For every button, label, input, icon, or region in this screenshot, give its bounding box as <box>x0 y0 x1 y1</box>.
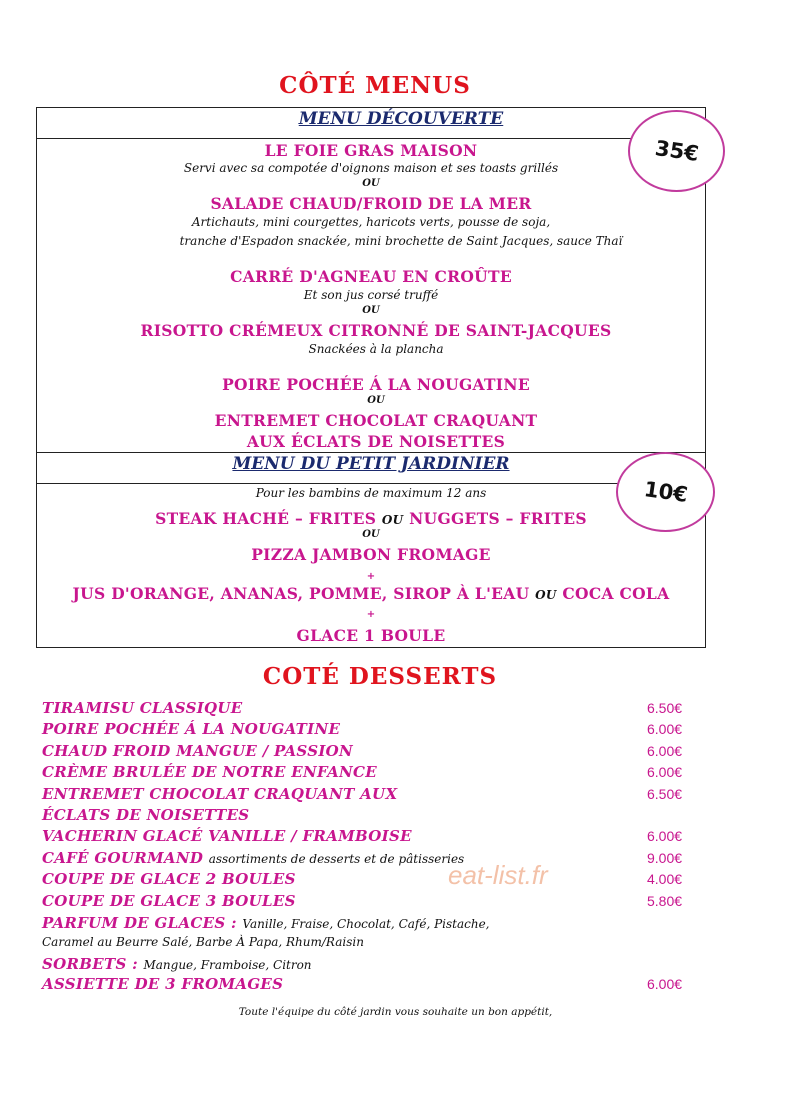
dessert-item <box>42 827 692 848</box>
footer-note: Toute l'équipe du côté jardin vous souhaite un bon appétit, <box>238 1006 553 1018</box>
or-inline: OU <box>535 588 557 602</box>
dessert-item <box>42 785 692 806</box>
dessert-price: 6.00€ <box>647 743 683 759</box>
dessert-desc: assortiments de desserts et de pâtisseries <box>208 852 465 866</box>
dessert-price: 5.80€ <box>647 893 683 909</box>
dish-entremet-line-1: ENTREMET CHOCOLAT CRAQUANT <box>214 411 538 430</box>
dessert-price: 6.50€ <box>647 700 683 716</box>
parfums-line <box>42 914 489 932</box>
dessert-name: COUPE DE GLACE 3 BOULES <box>42 892 296 910</box>
dish-risotto-desc: Snackées à la plancha <box>308 342 444 356</box>
price-badge-35-text: 35€ <box>653 136 700 166</box>
price-badge-35 <box>628 110 725 192</box>
sorbets-row <box>42 955 692 976</box>
dish-entremet-line-2: AUX ÉCLATS DE NOISETTES <box>246 432 506 451</box>
dessert-item <box>42 699 692 720</box>
parfums-label: PARFUM DE GLACES : <box>42 914 237 932</box>
dessert-name: ENTREMET CHOCOLAT CRAQUANT AUX <box>42 785 398 803</box>
dessert-name: COUPE DE GLACE 2 BOULES <box>42 870 296 888</box>
drink-coca: COCA COLA <box>562 584 670 603</box>
plus-separator: + <box>366 609 376 620</box>
jardinier-subtitle: Pour les bambins de maximum 12 ans <box>255 486 487 500</box>
parfums-row <box>42 914 692 935</box>
sorbets-line <box>42 955 312 973</box>
dessert-item <box>42 720 692 741</box>
dessert-price: 6.00€ <box>647 828 683 844</box>
dish-steak-nuggets <box>36 509 706 528</box>
dessert-name <box>42 849 464 867</box>
dessert-price: 4.00€ <box>647 871 683 887</box>
dish-foie-gras: LE FOIE GRAS MAISON <box>264 141 478 160</box>
or-separator: OU <box>362 305 380 316</box>
or-separator: OU <box>362 178 380 189</box>
plus-separator: + <box>366 571 376 582</box>
dessert-item <box>42 892 692 913</box>
dish-salade-mer-desc-1: Artichauts, mini courgettes, haricots verts, pousse de soja, <box>191 215 551 229</box>
or-separator: OU <box>362 529 380 540</box>
dish-pizza: PIZZA JAMBON FROMAGE <box>251 545 491 564</box>
dessert-name: POIRE POCHÉE Á LA NOUGATINE <box>42 720 341 738</box>
or-separator: OU <box>367 395 385 406</box>
dessert-price: 6.50€ <box>647 786 683 802</box>
dessert-item <box>42 806 692 827</box>
dessert-name: ÉCLATS DE NOISETTES <box>42 806 250 824</box>
dessert-item <box>42 870 692 891</box>
parfums-desc-2: Caramel au Beurre Salé, Barbe À Papa, Rhum/Raisin <box>42 935 364 949</box>
dessert-price: 9.00€ <box>647 850 683 866</box>
dessert-price: 6.00€ <box>647 721 683 737</box>
dessert-name: VACHERIN GLACÉ VANILLE / FRAMBOISE <box>42 827 412 845</box>
dessert-item <box>42 975 692 996</box>
drinks-line <box>36 584 706 603</box>
dish-salade-mer: SALADE CHAUD/FROID DE LA MER <box>210 194 532 213</box>
dessert-name: CHAUD FROID MANGUE / PASSION <box>42 742 354 760</box>
dish-steak: STEAK HACHÉ – FRITES <box>155 509 377 528</box>
dish-salade-mer-desc-2: tranche d'Espadon snackée, mini brochette de Saint Jacques, sauce Thaï <box>179 234 623 248</box>
cote-menus-title: CÔTÉ MENUS <box>279 72 471 99</box>
dessert-price: 6.00€ <box>647 764 683 780</box>
dish-foie-gras-desc: Servi avec sa compotée d'oignons maison et ses toasts grillés <box>183 161 559 175</box>
dish-carre-agneau: CARRÉ D'AGNEAU EN CROÛTE <box>230 267 512 286</box>
drinks-list: JUS D'ORANGE, ANANAS, POMME, SIROP À L'EAU <box>72 584 530 603</box>
price-badge-10-text: 10€ <box>642 477 689 507</box>
dish-glace-1-boule: GLACE 1 BOULE <box>296 626 446 645</box>
watermark-logo: eat-list.fr <box>448 860 548 890</box>
dish-nuggets: NUGGETS – FRITES <box>409 509 587 528</box>
dessert-name-text: CAFÉ GOURMAND <box>42 849 204 867</box>
dessert-item <box>42 849 692 870</box>
menu-jardinier-title: MENU DU PETIT JARDINIER <box>232 454 510 474</box>
dessert-item <box>42 742 692 763</box>
dish-poire-pochee: POIRE POCHÉE Á LA NOUGATINE <box>222 375 530 394</box>
or-inline: OU <box>381 513 404 527</box>
parfums-desc-1: Vanille, Fraise, Chocolat, Café, Pistache, <box>242 917 490 931</box>
dish-risotto: RISOTTO CRÉMEUX CITRONNÉ DE SAINT-JACQUES <box>140 321 612 340</box>
dessert-name: CRÈME BRULÉE DE NOTRE ENFANCE <box>42 763 378 781</box>
dessert-name: ASSIETTE DE 3 FROMAGES <box>42 975 284 993</box>
dessert-name: TIRAMISU CLASSIQUE <box>42 699 243 717</box>
price-badge-10 <box>616 452 715 532</box>
dish-carre-agneau-desc: Et son jus corsé truffé <box>303 288 439 302</box>
sorbets-label: SORBETS : <box>42 955 138 973</box>
dessert-price: 6.00€ <box>647 976 683 992</box>
menu-decouverte-title: MENU DÉCOUVERTE <box>298 109 504 129</box>
dessert-item <box>42 763 692 784</box>
cote-desserts-title: COTÉ DESSERTS <box>262 663 498 690</box>
menu-jardinier-body-box <box>36 483 706 648</box>
sorbets-desc: Mangue, Framboise, Citron <box>143 958 312 972</box>
